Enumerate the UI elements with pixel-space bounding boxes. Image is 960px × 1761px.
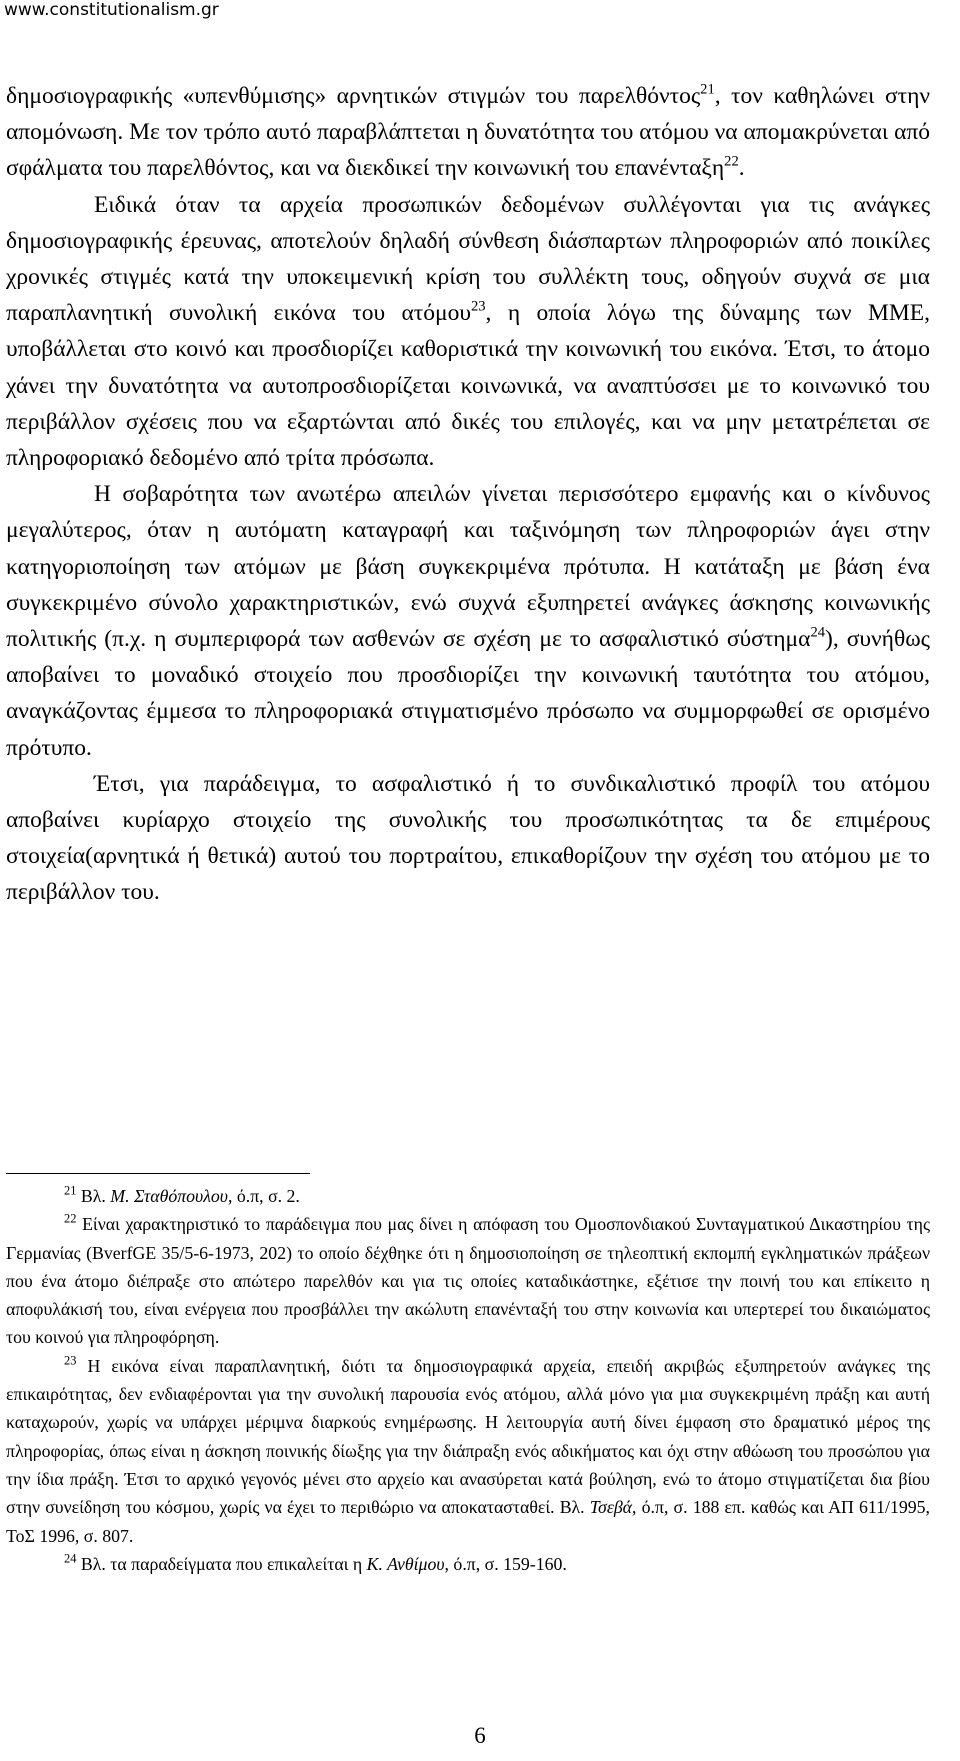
footnote-ref-24: 24 bbox=[810, 624, 826, 641]
paragraph-1 bbox=[6, 78, 930, 187]
site-url[interactable]: www.constitutionalism.gr bbox=[4, 0, 219, 20]
footnote-21 bbox=[6, 1182, 930, 1210]
footnote-ref-21: 21 bbox=[700, 81, 715, 98]
footnote-separator bbox=[6, 1173, 310, 1174]
paragraph-1-text-b: , τον καθηλώνει στην απομόνωση. Με τον τρόπο αυτό παραβλάπτεται η δυνατότητα του ατόμου να απομακρύνεται από σφάλματα του παρελθόντος, και να διεκδικεί την κοινωνική του επανένταξη bbox=[6, 83, 930, 182]
footnote-24-author: Κ. Ανθίμου bbox=[366, 1553, 445, 1574]
footnote-24-text-a: Βλ. τα παραδείγματα που επικαλείται η bbox=[76, 1553, 367, 1574]
page-number: 6 bbox=[474, 1723, 486, 1748]
paragraph-1-text-c: . bbox=[738, 155, 745, 182]
footnote-number-22: 22 bbox=[64, 1211, 77, 1226]
footnotes bbox=[6, 1182, 930, 1578]
footnote-24 bbox=[6, 1550, 930, 1578]
paragraph-3-text-a: Η σοβαρότητα των ανωτέρω απειλών γίνεται περισσότερο εμφανής και ο κίνδυνος μεγαλύτερος, όταν η αυτόματη καταγραφή και ταξινόμηση των πληροφοριών άγει στην κατηγοριοποίηση των ατόμων με βάση συγκεκριμένα πρότυπα. Η κατάταξη με βάση ένα συγκεκριμένο σύνολο χαρακτηριστικών, ενώ συχνά εξυπηρετεί ανάγκες άσκησης κοινωνικής πολιτικής (π.χ. η συμπεριφορά των ασθενών σε σχέση με το ασφαλιστικό σύστημα bbox=[6, 481, 930, 653]
footnote-ref-23: 23 bbox=[470, 298, 486, 315]
footnote-23-text-b: , ό.π, σ. 188 επ. καθώς και ΑΠ 611/1995, ΤοΣ 1996, σ. 807. bbox=[6, 1497, 930, 1546]
paragraph-2-text-a: Ειδικά όταν τα αρχεία προσωπικών δεδομένων συλλέγονται για τις ανάγκες δημοσιογραφικής έρευνας, αποτελούν δηλαδή σύνθεση διάσπαρτων πληροφοριών από ποικίλες χρονικές στιγμές κατά την υποκειμενική κρίση του συλλέκτη τους, οδηγούν συχνά σε μια παραπλανητική συνολική εικόνα του ατόμου bbox=[6, 191, 930, 327]
footnote-23-text-a: Η εικόνα είναι παραπλανητική, διότι τα δημοσιογραφικά αρχεία, επειδή ακριβώς εξυπηρετούν ανάγκες της επικαιρότητας, δεν ενδιαφέρονται για την συνολική παρουσία ενός ατόμου, αλλά μόνο για μια συγκεκριμένη πράξη και αυτή καταχωρούν, χωρίς να υπάρχει μέριμνα διαρκούς ενημέρωσης. Η λειτουργία αυτή δίνει έμφαση στο δραματικό μέρος της πληροφορίας, όπως είναι η άσκηση ποινικής δίωξης για την διάπραξη ενός αδικήματος και όχι στην αθώωση του προσώπου για την ίδια πράξη. Έτσι το αρχικό γεγονός μένει στο αρχείο και ανασύρεται κατά βούληση, ενώ το άτομο στιγματίζεται δια βίου στην συνείδηση του κόσμου, χωρίς να έχει το περιθώριο να αποκατασταθεί. Βλ. bbox=[6, 1355, 930, 1518]
footnote-21-author: Μ. Σταθόπουλου bbox=[110, 1186, 228, 1206]
paragraph-2 bbox=[6, 187, 930, 477]
footnote-23 bbox=[6, 1352, 930, 1550]
footnote-22-text: Είναι χαρακτηριστικό το παράδειγμα που μας δίνει η απόφαση του Ομοσπονδιακού Συνταγματικού Δικαστηρίου της Γερμανίας (BverfGE 35/5-6-1973, 202) το οποίο δέχθηκε ότι η δημοσιοποίηση σε τηλεοπτική εκπομπή εγκληματικών πράξεων που ένα άτομο διέπραξε στο απώτερο παρελθόν και για τις οποίες καταδικάστηκε, εξέτισε την ποινή του και επίκειτο η αποφυλάκισή του, είναι ενέργεια που προσβάλλει την ακώλυτη επανένταξή του στην κοινωνία και υπερτερεί του δικαιώματος του κοινού για πληροφόρηση. bbox=[6, 1214, 930, 1348]
paragraph-4: Έτσι, για παράδειγμα, το ασφαλιστικό ή το συνδικαλιστικό προφίλ του ατόμου αποβαίνει κυρίαρχο στοιχείο της συνολικής του προσωπικότητας τα δε επιμέρους στοιχεία(αρνητικά ή θετικά) αυτού του πορτραίτου, επικαθορίζουν την σχέση του ατόμου με το περιβάλλον του. bbox=[6, 770, 930, 906]
footnote-23-author: Τσεβά bbox=[589, 1497, 633, 1518]
footnote-21-text-b: , ό.π, σ. 2. bbox=[227, 1186, 300, 1206]
paragraph-1-text-a: δημοσιογραφικής «υπενθύμισης» αρνητικών στιγμών του παρελθόντος bbox=[6, 83, 701, 109]
footnote-number-21: 21 bbox=[64, 1183, 77, 1198]
paragraph-3 bbox=[6, 476, 930, 766]
footnote-number-24: 24 bbox=[64, 1551, 77, 1566]
paragraph-2-text-b: , η οποία λόγω της δύναμης των ΜΜΕ, υποβάλλεται στο κοινό και προσδιορίζει καθοριστικά την κοινωνική του εικόνα. Έτσι, το άτομο χάνει την δυνατότητα να αυτοπροσδιορίζεται κοινωνικά, να αναπτύσσει με το κοινωνικό του περιβάλλον σχέσεις που να εξαρτώνται από δικές του επιλογές, και να μην μετατρέπεται σε πληροφοριακό δεδομένο από τρίτα πρόσωπα. bbox=[6, 300, 930, 472]
footnote-21-text-a: Βλ. bbox=[76, 1186, 111, 1206]
footnote-22 bbox=[6, 1210, 930, 1351]
paragraph-3-text-b: ), συνήθως αποβαίνει το μοναδικό στοιχείο που προσδιορίζει την κοινωνική ταυτότητα του ατόμου, αναγκάζοντας έμμεσα το πληροφοριακά στιγματισμένο πρόσωπο να συμμορφωθεί σε ορισμένο πρότυπο. bbox=[6, 626, 930, 761]
footnote-24-text-b: , ό.π, σ. 159-160. bbox=[444, 1553, 567, 1574]
main-text bbox=[6, 78, 930, 911]
footnote-ref-22: 22 bbox=[724, 153, 739, 170]
footnote-number-23: 23 bbox=[64, 1353, 77, 1368]
